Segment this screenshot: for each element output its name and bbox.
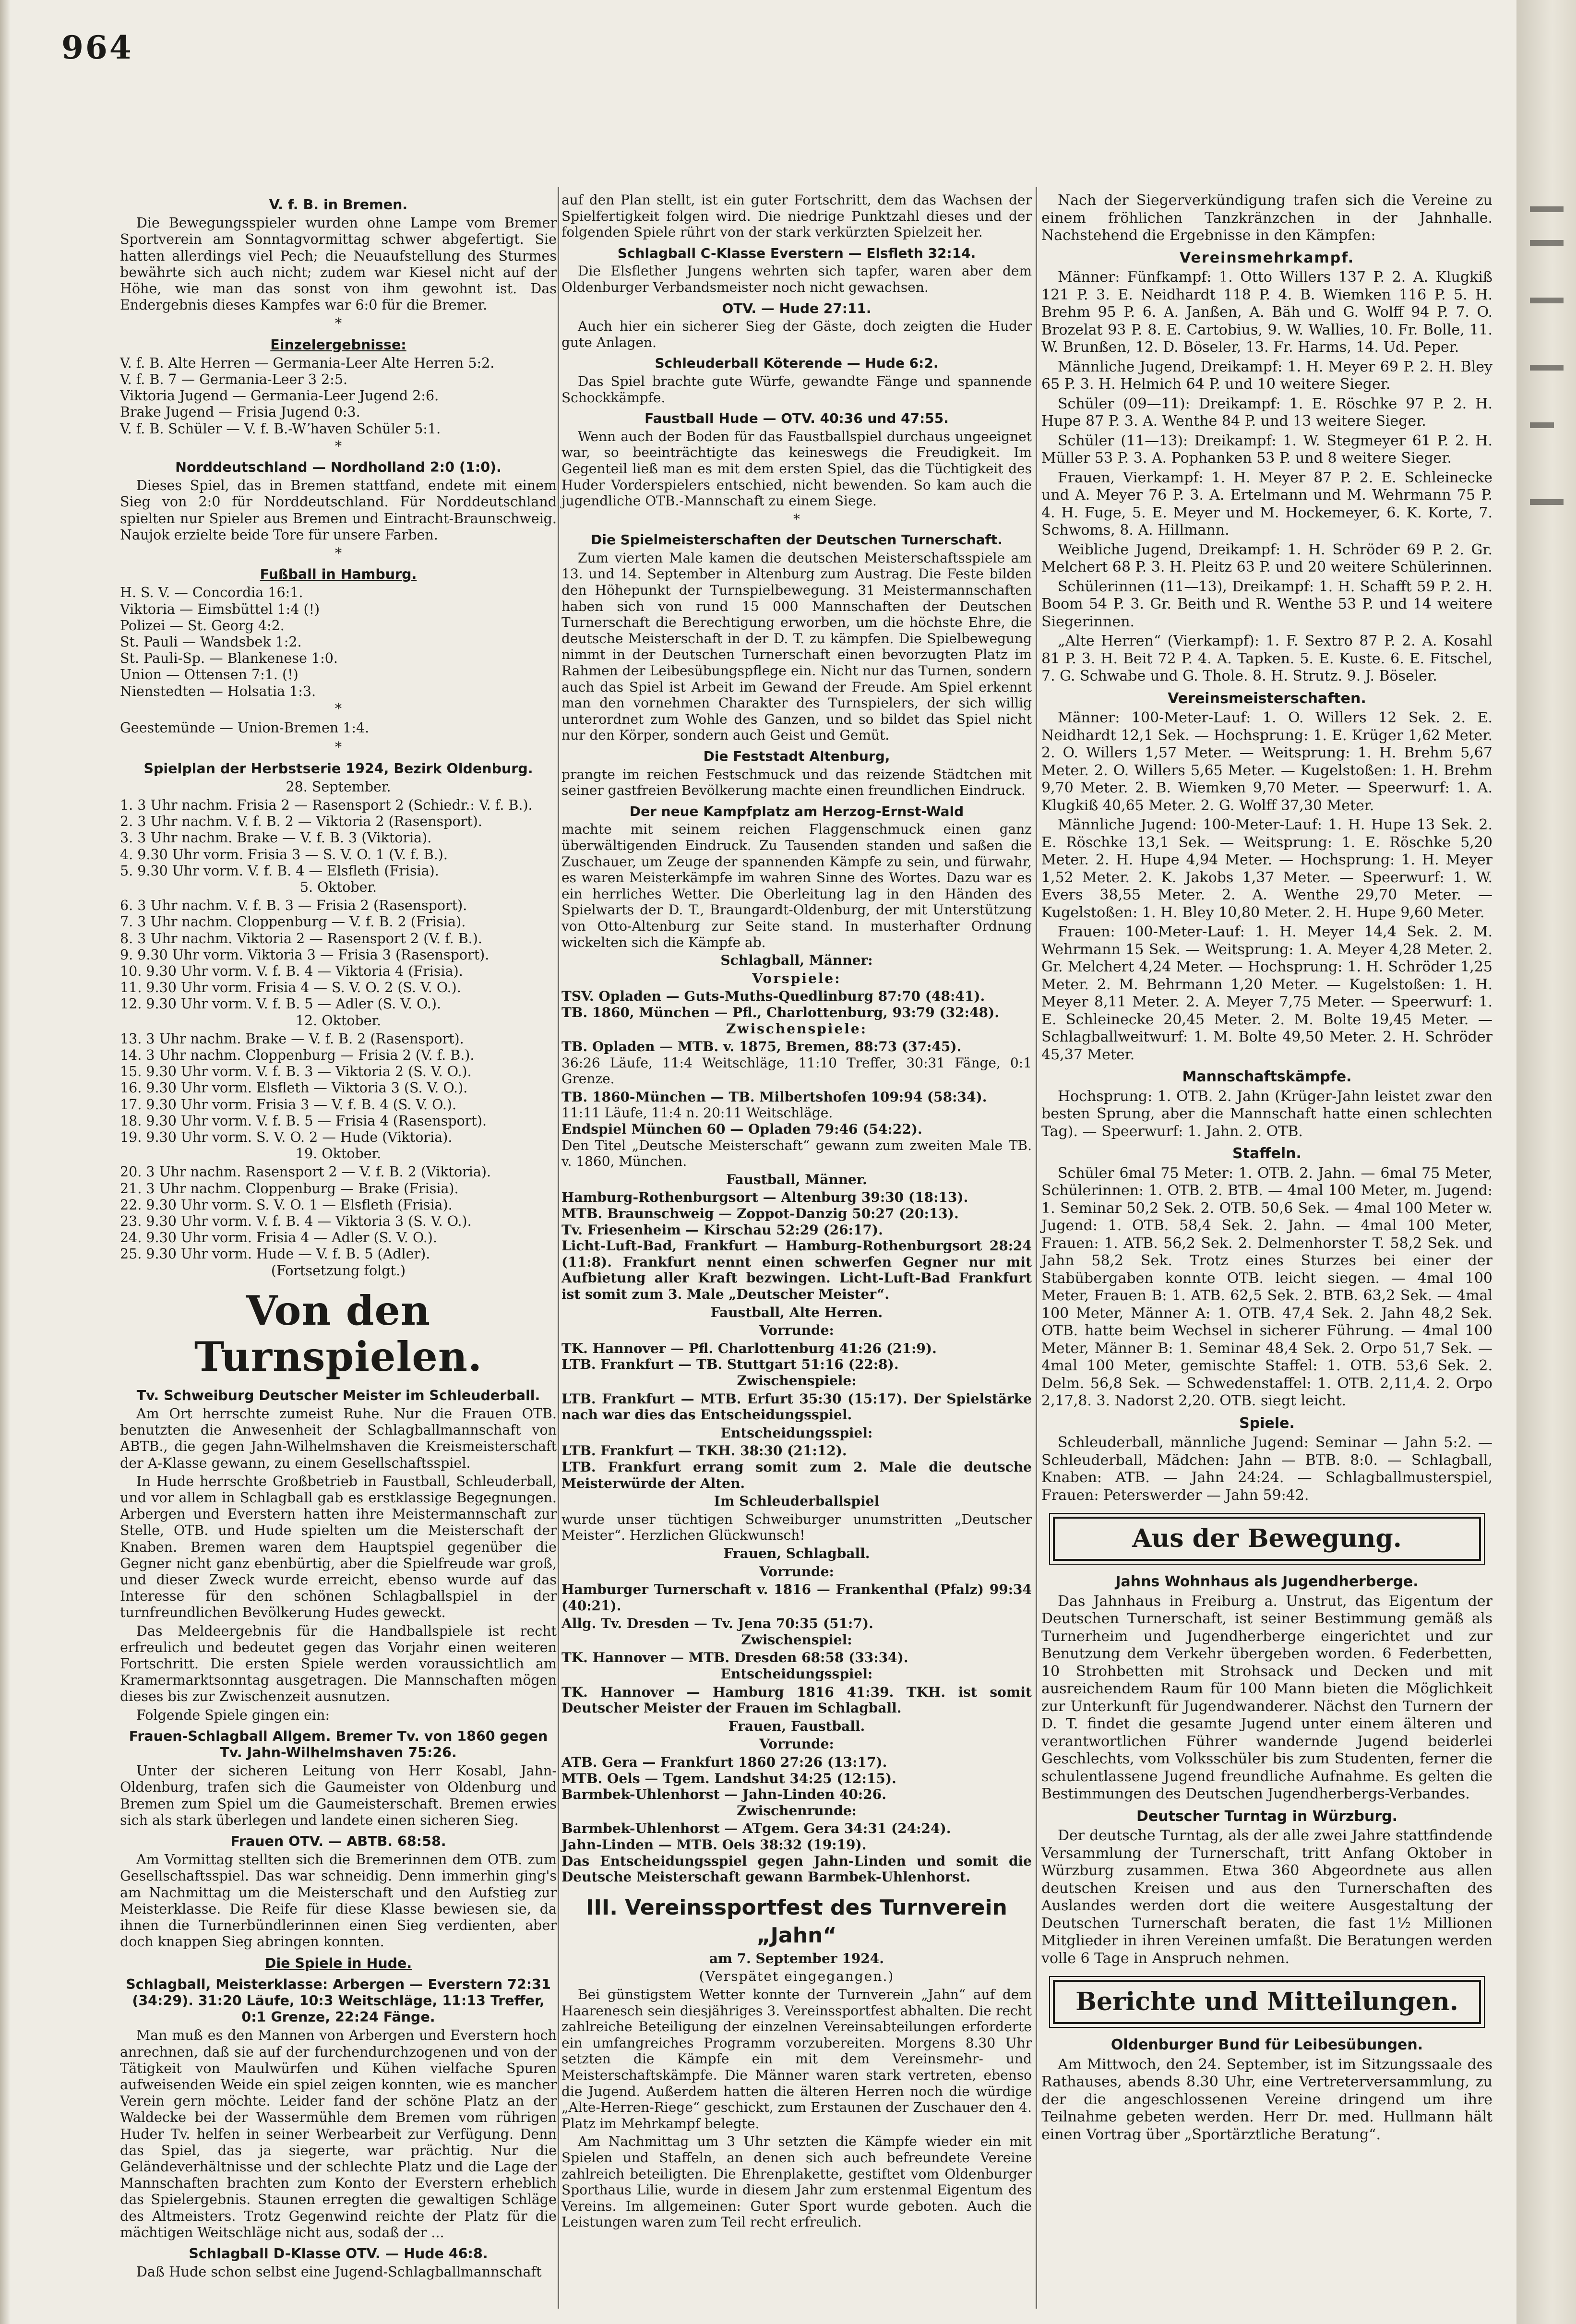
sub-heading: Vorrunde:: [759, 1736, 834, 1752]
boxed-section-title: Aus der Bewegung.: [1053, 1517, 1481, 1561]
result-line: MTB. Oels — Tgem. Landshut 34:25 (12:15).: [561, 1770, 896, 1786]
section-heading: Oldenburger Bund für Leibesübungen.: [1110, 2036, 1423, 2053]
schedule-line: 6. 3 Uhr nachm. V. f. B. 3 — Frisia 2 (Rasensport).: [120, 898, 467, 914]
section-heading: Vereinsmehrkampf.: [1179, 249, 1355, 266]
sub-heading: Zwischenrunde:: [737, 1802, 857, 1819]
article-paragraph: Man muß es den Mannen von Arbergen und Everstern hoch anrechnen, daß sie auf der furchendurchzogenen und von der Tätigkeit von Maulwürfen und Kühen vielfache Spuren aufweisenden Weide ein spiel zeigen konnten, wie es mancher Verein gern möchte. Leider fand der schöne Platz an der Waldecke bei der Wassermühle dem Bremen vom rührigen Huder Tv. helfen in seiner Werbearbeit zur Verfügung. Denn das Spiel, das ja siegerte, war prächtig. Nur die Geländeverhältnisse und der schlechte Platz und die Lage der Mannschaften brachten zum Konto der Everstern erheblich das Spielergebnis. Staunen erregten die gewaltigen Schläge des Altmeisters. Trotz Gegenwind reichte der Platz für die mächtigen Weitschläge nicht aus, sodaß der ...: [120, 2027, 557, 2240]
separator-star: *: [334, 700, 342, 717]
article-paragraph: Die Bewegungsspieler wurden ohne Lampe vom Bremer Sportverein am Sonntagvormittag schwer abgefertigt. Sie hatten allerdings viel Pech; die Neuaufstellung des Sturmes bewährte sich auch nicht; zudem war Kiesel nicht auf der Höhe, wie man das sonst von ihm gewohnt ist. Das Endergebnis dieses Kampfes war 6:0 für die Bremer.: [120, 215, 557, 313]
result-paragraph: Frauen: 100-Meter-Lauf: 1. H. Meyer 14,4 Sek. 2. M. Wehrmann 15 Sek. — Weitsprung: 1. A. Meyer 4,28 Meter. 2. Gr. Melchert 4,24 Meter. — Hochsprung: 1. H. Schröder 1,25 Meter. 2. M. Behrmann 1,20 Meter. — Kugelstoßen: 1. H. Meyer 8,11 Meter. 2. A. Meyer 7,75 Meter. — Speerwurf: 1. E. Schleinecke 20,45 Meter. 2. M. Bolte 19,45 Meter. — Schlagballweitwurf: 1. M. Bolte 49,50 Meter. 2. H. Schröder 45,37 Meter.: [1041, 923, 1492, 1063]
result-line: LTB. Frankfurt errang somit zum 2. Male die deutsche Meisterwürde der Alten.: [561, 1459, 1032, 1491]
section-heading: Einzelergebnisse:: [270, 336, 406, 353]
section-heading: Schleuderball Köterende — Hude 6:2.: [655, 355, 939, 371]
article-paragraph: Bei günstigstem Wetter konnte der Turnverein „Jahn“ auf dem Haarenesch sein diesjähriges 3. Vereinssportfest abhalten. Die recht zahlreiche Beteiligung der einzelnen Vereinsabteilungen erforderte ein umfangreiches Programm vorzubereiten. Morgens 8.30 Uhr setzten die Kämpfe ein mit dem Vereinsmehr- und Meisterschaftskämpfe. Die Männer waren stark vertreten, ebenso die Jugend. Außerdem hatten die älteren Herren noch die würdige „Alte-Herren-Riege“ geschickt, zum Erstaunen der Zuschauer den 4. Platz im Mehrkampf belegte.: [561, 1986, 1032, 2132]
separator-star: *: [334, 315, 342, 332]
section-heading: Frauen-Schlagball Allgem. Bremer Tv. von 1860 gegen Tv. Jahn-Wilhelmshaven 75:26.: [129, 1728, 548, 1761]
boxed-section-title: Berichte und Mitteilungen.: [1053, 1980, 1481, 2024]
result-line: Licht-Luft-Bad, Frankfurt — Hamburg-Rothenburgsort 28:24 (11:8). Frankfurt nennt einen schwerfen Gegner nur mit Aufbietung aller Kraft bezwingen. Licht-Luft-Bad Frankfurt ist somit zum 3. Male „Deutscher Meister“.: [561, 1238, 1032, 1302]
result-line: Nienstedten — Holsatia 1:3.: [120, 683, 316, 699]
result-line: ATB. Gera — Frankfurt 1860 27:26 (13:17).: [561, 1754, 887, 1771]
schedule-line: 11. 9.30 Uhr vorm. Frisia 4 — S. V. O. 2 (S. V. O.).: [120, 980, 461, 996]
result-line: Viktoria Jugend — Germania-Leer Jugend 2:6.: [120, 388, 439, 404]
schedule-line: 10. 9.30 Uhr vorm. V. f. B. 4 — Viktoria 4 (Frisia).: [120, 963, 463, 979]
article-paragraph: Zum vierten Male kamen die deutschen Meisterschaftsspiele am 13. und 14. September in Altenburg zum Austrag. Die Feste bilden den Höhepunkt der Turnspielbewegung. 31 Meistermannschaften haben sich von rund 15 000 Mannschaften der Deutschen Turnerschaft die Berechtigung erworben, um die höchste Ehre, die deutsche Meisterschaft in der D. T. zu kämpfen. Die Spielbewegung nimmt in der Deutschen Turnerschaft einen bevorzugten Platz im Rahmen der Leibesübungspflege ein. Nicht nur das Turnen, sondern auch das Spiel ist Arbeit im Gewand der Freude. Am Spiel erkennt man den vornehmen Charakter des Turnspielers, der sich willig unterordnet zum Wohle des Ganzen, und so bildet das Spiel nicht nur den Körper, sondern auch Geist und Gemüt.: [561, 550, 1032, 743]
sub-heading: Zwischenspiele:: [737, 1372, 857, 1389]
article-paragraph: In Hude herrschte Großbetrieb in Faustball, Schleuderball, und vor allem in Schlagball gab es erstklassige Begegnungen. Arbergen und Everstern hatten ihre Meistermannschaft zur Stelle, OTB. und Hude spielten um die Meisterschaft der Knaben. Bremen waren dem Hauptspiel gegenüber die Gegner nicht ganz ebenbürtig, aber die Spielfreude war groß, und dieser Zweck wurde erreicht, ebenso wurde auf das Interesse für den schönen Schlagballspiel in der turnfreundlichen Bevölkerung Hudes geweckt.: [120, 1473, 557, 1621]
result-line: Tv. Friesenheim — Kirschau 52:29 (26:17).: [561, 1222, 883, 1238]
sub-heading: am 7. September 1924.: [709, 1950, 884, 1966]
article-paragraph: Das Jahnhaus in Freiburg a. Unstrut, das Eigentum der Deutschen Turnerschaft, ist seiner Bestimmung gemäß als Turnerheim und Jugendherberge eingerichtet und zur Benutzung dem Verkehr übergeben worden. 6 Federbetten, 10 Strohbetten mit Strohsack und Decken und mit ausreichendem Raum für 100 Mann bieten die Möglichkeit zur Unterkunft für Jugendwanderer. Nächst den Turnern der D. T. findet die gesamte Jugend unter einem älteren und verantwortlichen Führer wandernde Jugend beiderlei Geschlechts, vom Volksschüler bis zum Studenten, ferner die schulentlassene Jugend freundliche Aufnahme. Es gelten die Bestimmungen des Deutschen Jugendherbergs-Verbandes.: [1041, 1593, 1492, 1802]
article-paragraph: wurde unser tüchtigen Schweiburger unumstritten „Deutscher Meister“. Herzlichen Glückwunsch!: [561, 1511, 1032, 1544]
schedule-line: 19. 9.30 Uhr vorm. S. V. O. 2 — Hude (Viktoria).: [120, 1129, 453, 1145]
sub-heading: Faustball, Männer.: [726, 1171, 867, 1187]
sub-heading: Vorrunde:: [759, 1322, 834, 1339]
result-line: V. f. B. Schüler — V. f. B.-Wʼhaven Schüler 5:1.: [120, 420, 441, 437]
schedule-line: 3. 3 Uhr nachm. Brake — V. f. B. 3 (Viktoria).: [120, 830, 432, 846]
article-paragraph: machte mit seinem reichen Flaggenschmuck einen ganz überwältigenden Eindruck. Zu Tausenden standen und saßen die Zuschauer, um Zeuge der spannenden Kämpfe zu sein, und fürwahr, es waren Meisterkämpfe im wahren Sinne des Wortes. Dazu war es ein herrliches Wetter. Die Oberleitung lag in den Händen des Spielwarts der D. T., Braungardt-Oldenburg, der mit Unterstützung von Otto-Altenburg zur Seite stand. In musterhafter Ordnung wickelten sich die Kämpfe ab.: [561, 821, 1032, 950]
section-heading: V. f. B. in Bremen.: [269, 197, 408, 213]
continuation-note: (Fortsetzung folgt.): [271, 1262, 406, 1279]
result-paragraph: Weibliche Jugend, Dreikampf: 1. H. Schröder 69 P. 2. Gr. Melchert 68 P. 3. H. Pleitz 63 P. und 20 weitere Schülerinnen.: [1041, 541, 1492, 575]
section-heading: Die Spielmeisterschaften der Deutschen Turnerschaft.: [591, 532, 1003, 548]
schedule-line: 14. 3 Uhr nachm. Cloppenburg — Frisia 2 (V. f. B.).: [120, 1047, 475, 1063]
column-1: [120, 192, 557, 2282]
result-line: TB. Opladen — MTB. v. 1875, Bremen, 88:73 (37:45).: [561, 1039, 962, 1055]
schedule-line: 16. 9.30 Uhr vorm. Elsfleth — Viktoria 3 (S. V. O.).: [120, 1080, 468, 1096]
article-paragraph: Unter der sicheren Leitung von Herr Kosabl, Jahn-Oldenburg, trafen sich die Gaumeister von Oldenburg und Bremen zum Spiel um die Gaumeisterschaft. Bremen erwies sich als stark überlegen und landete einen sicheren Sieg.: [120, 1763, 557, 1828]
result-line: 36:26 Läufe, 11:4 Weitschläge, 11:10 Treffer, 30:31 Fänge, 0:1 Grenze.: [561, 1054, 1032, 1087]
separator-star: *: [334, 739, 342, 755]
result-paragraph: „Alte Herren“ (Vierkampf): 1. F. Sextro 87 P. 2. A. Kosahl 81 P. 3. H. Beit 72 P. 4. A. Tapken. 5. E. Kuste. 6. E. Fitschel, 7. G. Schwabe und G. Thole. 8. H. Strutz. 9. J. Böseler.: [1041, 633, 1492, 684]
article-paragraph: Auch hier ein sicherer Sieg der Gäste, doch zeigten die Huder gute Anlagen.: [561, 318, 1032, 350]
schedule-line: 7. 3 Uhr nachm. Cloppenburg — V. f. B. 2 (Frisia).: [120, 914, 466, 930]
schedule-date: 5. Oktober.: [299, 879, 377, 895]
column-rule: [1036, 187, 1037, 2309]
result-line: TK. Hannover — Pfl. Charlottenburg 41:26 (21:9).: [561, 1340, 937, 1356]
article-paragraph: Der deutsche Turntag, als der alle zwei Jahre stattfindende Versammlung der Turnerschaft, tritt Anfang Oktober in Würzburg zusammen. Etwa 360 Abgeordnete aus allen deutschen Kreisen und aus den Turnerschaften des Auslandes werden dort die weitere Ausgestaltung der Deutschen Turnerschaft beraten, die fast 1½ Millionen Mitglieder in ihren Vereinen umfaßt. Die Beratungen werden volle 6 Tage in Anspruch nehmen.: [1041, 1827, 1492, 1967]
column-3: [1041, 192, 1492, 2145]
sub-heading: Faustball, Alte Herren.: [710, 1304, 883, 1320]
section-title: Von den Turnspielen.: [194, 1286, 483, 1380]
schedule-line: 18. 9.30 Uhr vorm. V. f. B. 5 — Frisia 4 (Rasensport).: [120, 1113, 487, 1129]
section-heading: Schlagball C-Klasse Everstern — Elsfleth 32:14.: [617, 245, 976, 261]
result-line: Barmbek-Uhlenhorst — Jahn-Linden 40:26.: [561, 1786, 886, 1803]
result-line: Allg. Tv. Dresden — Tv. Jena 70:35 (51:7).: [561, 1616, 873, 1632]
column-2: [561, 192, 1032, 2232]
result-line: Polizei — St. Georg 4:2.: [120, 617, 285, 634]
section-heading: Jahns Wohnhaus als Jugendherberge.: [1115, 1573, 1419, 1590]
schedule-line: 2. 3 Uhr nachm. V. f. B. 2 — Viktoria 2 (Rasensport).: [120, 814, 482, 830]
schedule-line: 1. 3 Uhr nachm. Frisia 2 — Rasensport 2 (Schiedr.: V. f. B.).: [120, 797, 533, 813]
result-paragraph: Schüler (11—13): Dreikampf: 1. W. Stegmeyer 61 P. 2. H. Müller 53 P. 3. A. Pophanken 53 P. und 8 weitere Sieger.: [1041, 432, 1492, 467]
result-line: St. Pauli — Wandsbek 1:2.: [120, 634, 302, 650]
result-line: Barmbek-Uhlenhorst — ATgem. Gera 34:31 (24:24).: [561, 1821, 951, 1837]
article-paragraph: prangte im reichen Festschmuck und das reizende Städtchen mit seiner gastfreien Bevölkerung machte einen freundlichen Eindruck.: [561, 766, 1032, 799]
schedule-line: 15. 9.30 Uhr vorm. V. f. B. 3 — Viktoria 2 (S. V. O.).: [120, 1064, 472, 1080]
result-line: TSV. Opladen — Guts-Muths-Quedlinburg 87:70 (48:41).: [561, 988, 985, 1005]
schedule-line: 24. 9.30 Uhr vorm. Frisia 4 — Adler (S. V. O.).: [120, 1230, 437, 1246]
section-heading: Vereinsmeisterschaften.: [1168, 690, 1366, 707]
article-paragraph: Die Elsflether Jungens wehrten sich tapfer, waren aber dem Oldenburger Verbandsmeister noch nicht gewachsen.: [561, 263, 1032, 295]
separator-star: *: [334, 438, 342, 454]
schedule-line: 20. 3 Uhr nachm. Rasensport 2 — V. f. B. 2 (Viktoria).: [120, 1164, 491, 1180]
result-line: V. f. B. 7 — Germania-Leer 3 2:5.: [120, 371, 348, 388]
sub-heading: Zwischenspiele:: [726, 1020, 868, 1037]
schedule-line: 4. 9.30 Uhr vorm. Frisia 3 — S. V. O. 1 (V. f. B.).: [120, 846, 448, 863]
result-line: Geestemünde — Union-Bremen 1:4.: [120, 720, 370, 736]
sub-heading: Entscheidungsspiel:: [720, 1425, 873, 1441]
result-line: H. S. V. — Concordia 16:1.: [120, 585, 303, 601]
schedule-line: 21. 3 Uhr nachm. Cloppenburg — Brake (Frisia).: [120, 1180, 459, 1197]
sub-heading: (Verspätet eingegangen.): [699, 1968, 895, 1985]
schedule-line: 13. 3 Uhr nachm. Brake — V. f. B. 2 (Rasensport).: [120, 1030, 464, 1047]
result-line: LTB. Frankfurt — TB. Stuttgart 51:16 (22:8).: [561, 1356, 899, 1373]
result-line: Viktoria — Eimsbüttel 1:4 (!): [120, 601, 320, 617]
schedule-line: 22. 9.30 Uhr vorm. S. V. O. 1 — Elsfleth (Frisia).: [120, 1197, 453, 1213]
result-line: 11:11 Läufe, 11:4 n. 20:11 Weitschläge.: [561, 1105, 833, 1121]
result-line: MTB. Braunschweig — Zoppot-Danzig 50:27 (20:13).: [561, 1206, 959, 1222]
schedule-date: 28. September.: [286, 779, 391, 795]
sub-heading: Entscheidungsspiel:: [720, 1666, 873, 1682]
result-line: Jahn-Linden — MTB. Oels 38:32 (19:19).: [561, 1837, 867, 1853]
article-paragraph: Den Titel „Deutsche Meisterschaft“ gewann zum zweiten Male TB. v. 1860, München.: [561, 1137, 1032, 1170]
result-line: Hamburger Turnerschaft v. 1816 — Frankenthal (Pfalz) 99:34 (40:21).: [561, 1581, 1032, 1614]
schedule-line: 25. 9.30 Uhr vorm. Hude — V. f. B. 5 (Adler).: [120, 1246, 430, 1262]
schedule-line: 12. 9.30 Uhr vorm. V. f. B. 5 — Adler (S. V. O.).: [120, 996, 442, 1012]
result-line: V. f. B. Alte Herren — Germania-Leer Alte Herren 5:2.: [120, 355, 495, 371]
article-paragraph: Am Ort herrschte zumeist Ruhe. Nur die Frauen OTB. benutzten die Anwesenheit der Schlagballmannschaft von ABTB., die gegen Jahn-Wilhelmshaven die Kreismeisterschaft der A-Klasse gewann, zu einem Gesellschaftsspiel.: [120, 1406, 557, 1471]
section-heading: Staffeln.: [1232, 1145, 1301, 1162]
article-paragraph: auf den Plan stellt, ist ein guter Fortschritt, dem das Wachsen der Spielfertigkeit folgen wird. Die niedrige Punktzahl dieses und der folgenden Spiele rührt von der stark verkürzten Spielzeit her.: [561, 192, 1032, 240]
result-line: TB. 1860, München — Pfl., Charlottenburg, 93:79 (32:48).: [561, 1004, 1000, 1020]
article-paragraph: Daß Hude schon selbst eine Jugend-Schlagballmannschaft: [136, 2264, 542, 2280]
section-heading: Die Feststadt Altenburg,: [703, 748, 890, 764]
result-paragraph: Hochsprung: 1. OTB. 2. Jahn (Krüger-Jahn leistet zwar den besten Sprung, aber die Mannschaft hatte einen schlechten Tag). — Speerwurf: 1. Jahn. 2. OTB.: [1041, 1088, 1492, 1140]
article-paragraph: Am Vormittag stellten sich die Bremerinnen dem OTB. zum Gesellschaftsspiel. Das war schneidig. Denn immerhin ging's am Nachmittag um die Meisterschaft und den Aufstieg zur Meisterklasse. Die Reife für diese Klasse bewiesen sie, da ihnen die Turnerbündlerinnen einen Sieg verdienten, aber doch knappen Sieg abringen konnten.: [120, 1852, 557, 1950]
schedule-line: 9. 9.30 Uhr vorm. Viktoria 3 — Frisia 3 (Rasensport).: [120, 946, 490, 963]
section-heading: Die Spiele in Hude.: [264, 1955, 412, 1971]
section-heading: Norddeutschland — Nordholland 2:0 (1:0).: [175, 459, 501, 476]
article-paragraph: Dieses Spiel, das in Bremen stattfand, endete mit einem Sieg von 2:0 für Norddeutschland. Für Norddeutschland spielten nur Spieler aus Bremen und Eintracht-Braunschweig. Naujok erzielte beide Tore für unsere Farben.: [120, 478, 557, 543]
result-paragraph: Männer: Fünfkampf: 1. Otto Willers 137 P. 2. A. Klugkiß 121 P. 3. E. Neidhardt 118 P. 4. B. Wiemken 116 P. 5. H. Brehm 95 P. 6. A. Janßen, A. Bäh und G. Wolff 94 P. 7. O. Brozelat 93 P. 8. E. Cartobius, 9. W. Wallies, 10. Fr. Bolle, 11. W. Brunßen, 12. D. Böseler, 13. Fr. Harms, 14. Ud. Peper.: [1041, 269, 1492, 356]
result-paragraph: Schülerinnen (11—13), Dreikampf: 1. H. Schafft 59 P. 2. H. Boom 54 P. 3. Gr. Beith und R. Wenthe 53 P. und 14 weitere Siegerinnen.: [1041, 578, 1492, 630]
section-heading: Tv. Schweiburg Deutscher Meister im Schleuderball.: [136, 1387, 540, 1403]
result-paragraph: Männliche Jugend: 100-Meter-Lauf: 1. H. Hupe 13 Sek. 2. E. Röschke 13,1 Sek. — Weitsprung: 1. E. Röschke 5,20 Meter. 2. H. Hupe 4,94 Meter. — Hochsprung: 1. H. Meyer 1,52 Meter. 2. K. Jakobs 1,37 Meter. — Speerwurf: 1. W. Evers 38,55 Meter. 2. A. Wenthe 29,70 Meter. — Kugelstoßen: 1. H. Bley 10,80 Meter. 2. H. Hupe 9,60 Meter.: [1041, 816, 1492, 921]
sub-heading: Schlagball, Männer:: [720, 952, 873, 969]
result-line: TK. Hannover — Hamburg 1816 41:39. TKH. ist somit Deutscher Meister der Frauen im Schlagball.: [561, 1684, 1032, 1716]
article-paragraph: Das Spiel brachte gute Würfe, gewandte Fänge und spannende Schockkämpfe.: [561, 373, 1032, 406]
section-heading: Der neue Kampfplatz am Herzog-Ernst-Wald: [629, 803, 964, 819]
schedule-date: 12. Oktober.: [295, 1012, 382, 1029]
result-paragraph: Schüler 6mal 75 Meter: 1. OTB. 2. Jahn. — 6mal 75 Meter, Schülerinnen: 1. OTB. 2. BTB. — 4mal 100 Meter, m. Jugend: 1. Seminar 50,2 Sek. 2. OTB. 50,6 Sek. — 4mal 100 Meter w. Jugend: 1. OTB. 58,4 Sek. 2. Jahn. — 4mal 100 Meter, Frauen: 1. ATB. 56,2 Sek. 2. Delmenhorster T. 58,2 Sek. und Jahn 58,2 Sek. Trotz eines Sturzes bei einer der Stabübergaben konnte OTB. leicht siegen. — 4mal 100 Meter, Frauen B: 1. ATB. 62,5 Sek. 2. BTB. 63,2 Sek. — 4mal 100 Meter, Männer A: 1. OTB. 47,4 Sek. 2. Jahn 48,2 Sek. OTB. hatte beim Wechsel in sicherer Führung. — 4mal 100 Meter, Männer B: 1. Seminar 48,4 Sek. 2. Orpo 51,7 Sek. — 4mal 100 Meter, gemischte Staffel: 1. OTB. 53,6 Sek. 2. Delm. 56,8 Sek. — Schwedenstaffel: 1. OTB. 2,11,4. 2. Orpo 2,17,8. 3. Nadorst 2,20. OTB. siegt leicht.: [1041, 1164, 1492, 1409]
result-paragraph: Männliche Jugend, Dreikampf: 1. H. Meyer 69 P. 2. H. Bley 65 P. 3. H. Helmich 64 P. und 10 weitere Sieger.: [1041, 358, 1492, 393]
section-heading: Fußball in Hamburg.: [260, 566, 417, 583]
result-line: LTB. Frankfurt — MTB. Erfurt 35:30 (15:17). Der Spielstärke nach war dies das Entscheidungsspiel.: [561, 1390, 1032, 1423]
section-heading: Mannschaftskämpfe.: [1182, 1068, 1352, 1085]
result-line: LTB. Frankfurt — TKH. 38:30 (21:12).: [561, 1443, 847, 1459]
result-paragraph: Frauen, Vierkampf: 1. H. Meyer 87 P. 2. E. Schleinecke und A. Meyer 76 P. 3. A. Ertelmann und M. Wehrmann 75 P. 4. H. Fuge, 5. E. Meyer und M. Hockemeyer, 6. K. Korte, 7. Schwoms, 8. A. Hillmann.: [1041, 469, 1492, 539]
sub-heading: Frauen, Faustball.: [728, 1718, 865, 1734]
section-heading: Faustball Hude — OTV. 40:36 und 47:55.: [645, 410, 949, 427]
result-line: St. Pauli-Sp. — Blankenese 1:0.: [120, 650, 338, 667]
section-heading: Frauen OTV. — ABTB. 68:58.: [230, 1833, 446, 1850]
column-rule: [558, 187, 559, 2309]
section-heading: OTV. — Hude 27:11.: [722, 300, 872, 316]
section-heading: Spielplan der Herbstserie 1924, Bezirk Oldenburg.: [143, 760, 533, 777]
section-heading: Schlagball, Meisterklasse: Arbergen — Everstern 72:31 (34:29). 31:20 Läufe, 10:3 Weitschläge, 11:13 Treffer, 0:1 Grenze, 22:24 Fänge.: [126, 1976, 551, 2025]
result-line: Das Entscheidungsspiel gegen Jahn-Linden und somit die Deutsche Meisterschaft gewann Barmbek-Uhlenhorst.: [561, 1853, 1032, 1885]
result-line: Brake Jugend — Frisia Jugend 0:3.: [120, 404, 360, 420]
sub-heading: Vorspiele:: [752, 970, 841, 986]
sub-heading: Frauen, Schlagball.: [723, 1545, 870, 1561]
result-line: Union — Ottensen 7:1. (!): [120, 667, 298, 683]
article-paragraph: Wenn auch der Boden für das Faustballspiel durchaus ungeeignet war, so beeinträchtigte das keineswegs die Freudigkeit. Im Gegenteil ließ man es mit dem ersten Spiel, das die Tüchtigkeit des Huder Vorderspielers entschied, nicht bewenden. So kam auch die jugendliche OTB.-Mannschaft zu einem Siege.: [561, 428, 1032, 509]
sub-heading: Vorrunde:: [759, 1563, 834, 1580]
schedule-line: 23. 9.30 Uhr vorm. V. f. B. 4 — Viktoria 3 (S. V. O.).: [120, 1213, 472, 1229]
page-number: 964: [61, 29, 133, 66]
result-line: Endspiel München 60 — Opladen 79:46 (54:22).: [561, 1121, 922, 1138]
article-paragraph: Das Meldeergebnis für die Handballspiele ist recht erfreulich und bedeutet gegen das Vorjahr einen weiteren Fortschritt. Die ersten Spiele werden voraussichtlich am Kramermarktsonntag ausgetragen. Die Mannschaften mögen dieses bis zur Zwischenzeit ausnutzen.: [120, 1623, 557, 1705]
result-paragraph: Männer: 100-Meter-Lauf: 1. O. Willers 12 Sek. 2. E. Neidhardt 12,1 Sek. — Hochsprung: 1. E. Krüger 1,62 Meter. 2. O. Willers 1,57 Meter. — Weitsprung: 1. H. Brehm 5,67 Meter. 2. O. Willers 5,65 Meter. — Kugelstoßen: 1. H. Brehm 9,70 Meter. 2. B. Wiemken 9,70 Meter. — Speerwurf: 1. A. Klugkiß 40,65 Meter. 2. G. Wolff 37,30 Meter.: [1041, 709, 1492, 814]
result-line: TK. Hannover — MTB. Dresden 68:58 (33:34).: [561, 1650, 908, 1666]
separator-star: *: [334, 545, 342, 562]
schedule-date: 19. Oktober.: [295, 1146, 382, 1162]
section-title: III. Vereinssportfest des Turnverein „Jahn“: [586, 1895, 1007, 1948]
next-page-edge: [1516, 0, 1576, 2324]
section-heading: Schlagball D-Klasse OTV. — Hude 46:8.: [189, 2245, 488, 2262]
article-paragraph: Nach der Siegerverkündigung trafen sich die Vereine zu einem fröhlichen Tanzkränzchen in der Jahnhalle. Nachstehend die Ergebnisse in den Kämpfen:: [1041, 192, 1492, 244]
schedule-line: 8. 3 Uhr nachm. Viktoria 2 — Rasensport 2 (V. f. B.).: [120, 930, 482, 946]
page-binding-edge: [0, 0, 11, 2324]
section-heading: Spiele.: [1239, 1414, 1295, 1432]
article-paragraph: Folgende Spiele gingen ein:: [136, 1707, 330, 1723]
result-line: TB. 1860-München — TB. Milbertshofen 109:94 (58:34).: [561, 1089, 987, 1105]
separator-star: *: [793, 511, 800, 527]
result-line: Hamburg-Rothenburgsort — Altenburg 39:30 (18:13).: [561, 1189, 968, 1206]
article-paragraph: Am Mittwoch, den 24. September, ist im Sitzungssaale des Rathauses, abends 8.30 Uhr, eine Vertreterversammlung, zu der die angeschlossenen Vereine dringend um ihre Teilnahme gebeten werden. Herr Dr. med. Hullmann hält einen Vortrag über „Sportärztliche Beratung“.: [1041, 2056, 1492, 2143]
article-paragraph: Am Nachmittag um 3 Uhr setzten die Kämpfe wieder ein mit Spielen und Staffeln, an denen sich auch befreundete Vereine zahlreich beteiligten. Die Ehrenplakette, gestiftet vom Oldenburger Sporthaus Lilie, wurde in diesem Jahr zum erstenmal Eigentum des Vereins. Im allgemeinen: Guter Sport wurde geboten. Auch die Leistungen waren zum Teil recht erfreulich.: [561, 2133, 1032, 2230]
schedule-line: 5. 9.30 Uhr vorm. V. f. B. 4 — Elsfleth (Frisia).: [120, 863, 439, 879]
sub-heading: Im Schleuderballspiel: [714, 1493, 880, 1509]
result-paragraph: Schleuderball, männliche Jugend: Seminar — Jahn 5:2. — Schleuderball, Mädchen: Jahn — BTB. 8:0. — Schlagball, Knaben: ATB. — Jahn 24:24. — Schlagballmusterspiel, Frauen: Peterswerder — Jahn 59:42.: [1041, 1434, 1492, 1504]
schedule-line: 17. 9.30 Uhr vorm. Frisia 3 — V. f. B. 4 (S. V. O.).: [120, 1096, 457, 1113]
sub-heading: Zwischenspiel:: [741, 1631, 852, 1648]
result-paragraph: Schüler (09—11): Dreikampf: 1. E. Röschke 97 P. 2. H. Hupe 87 P. 3. A. Wenthe 84 P. und 13 weitere Sieger.: [1041, 395, 1492, 430]
section-heading: Deutscher Turntag in Würzburg.: [1136, 1808, 1397, 1825]
